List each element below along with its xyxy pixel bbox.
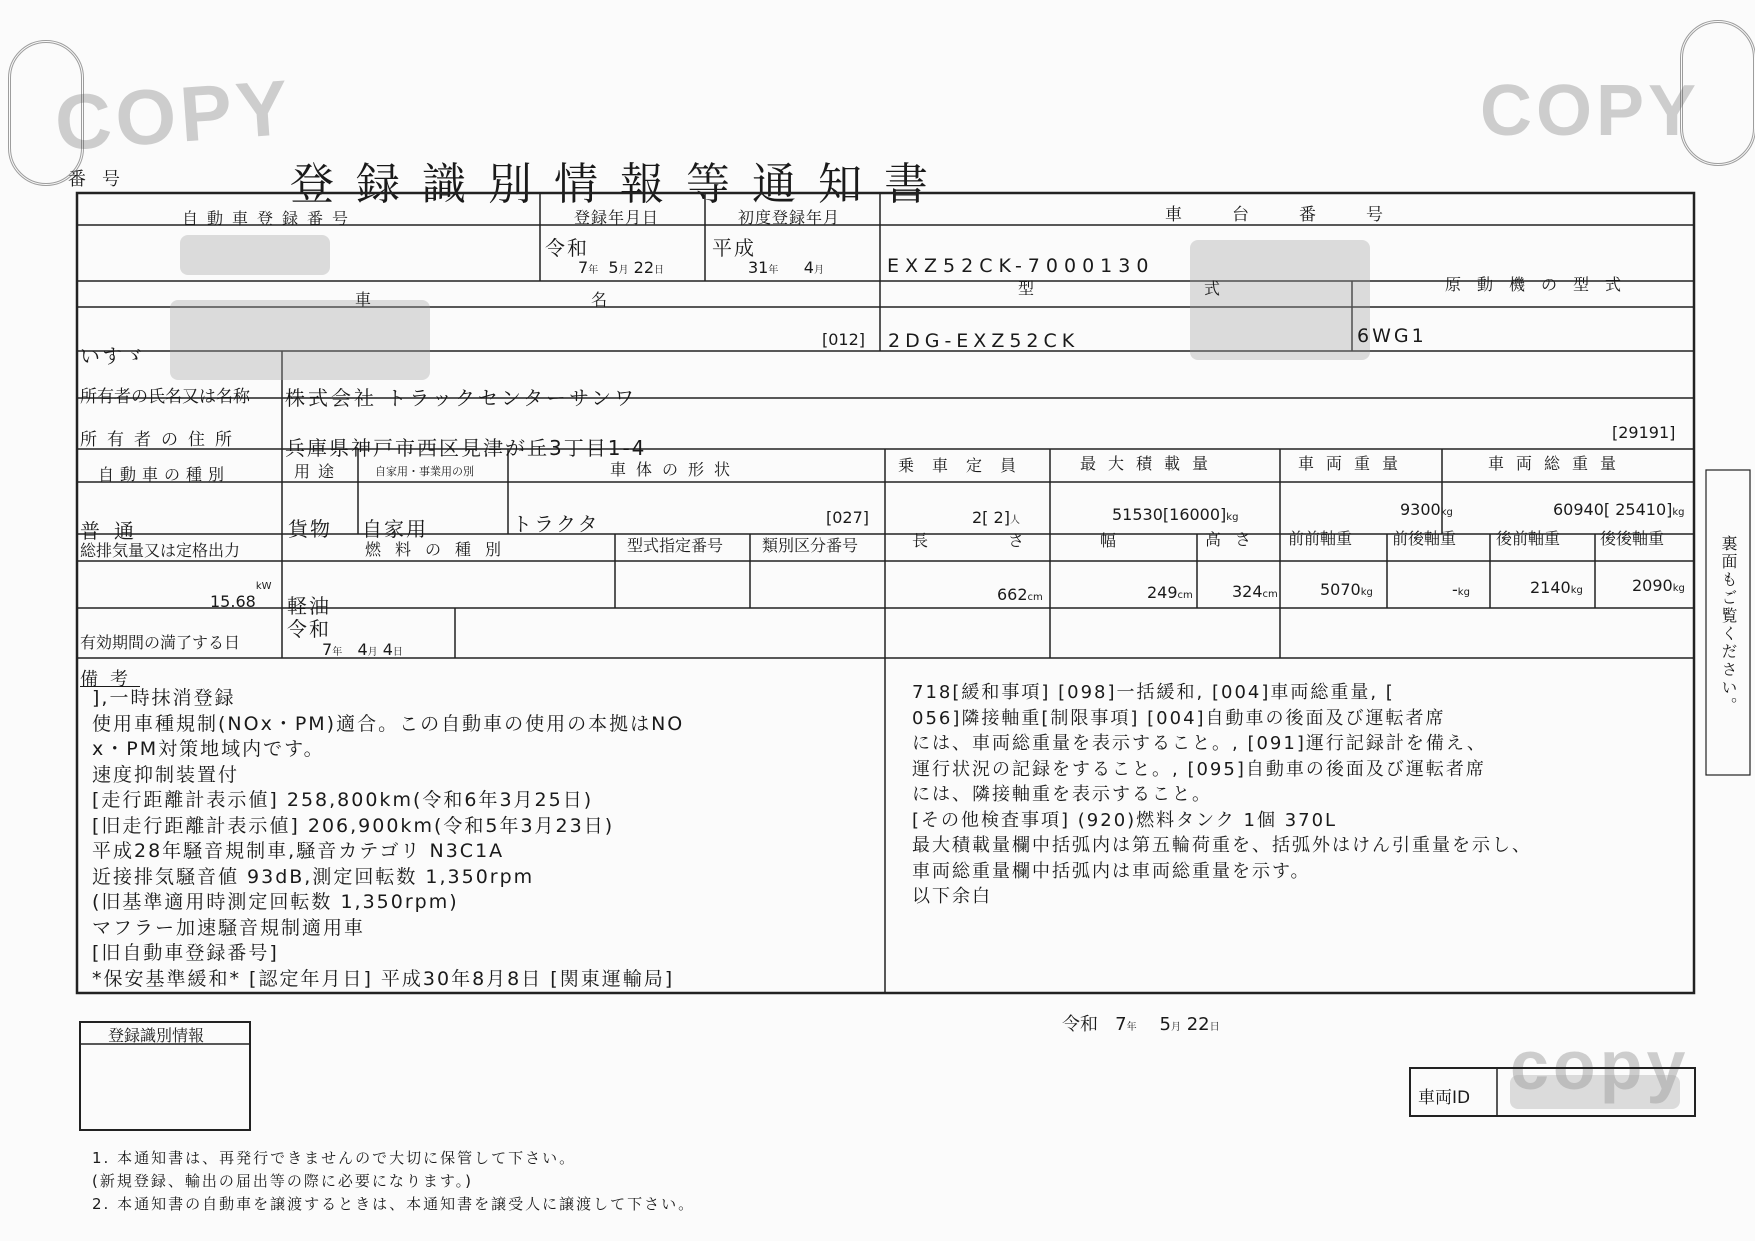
length-value: 662cm (997, 585, 1043, 604)
remarks-left (92, 686, 684, 992)
redacted-stamp-right (1190, 240, 1370, 360)
redacted-stamp (170, 300, 430, 380)
hdr-max-load: 最大積載量 (1080, 454, 1221, 473)
hdr-rr-axle: 後後軸重 (1600, 529, 1665, 548)
expiry-era: 令和 (287, 617, 331, 641)
hdr-owner-name: 所有者の氏名又は名称 (80, 387, 250, 407)
issue-date: 令和 7年 5月 22日 (1062, 1014, 1220, 1035)
car-name: いすゞ (80, 344, 146, 368)
remark-line: には、隣接軸重を表示すること。 (912, 784, 1212, 805)
width-value: 249cm (1147, 583, 1193, 602)
remark-line: [旧自動車登録番号] (92, 942, 279, 964)
gross-weight-value: 60940[ 25410]kg (1553, 500, 1685, 519)
hdr-rf-axle: 後前軸重 (1496, 529, 1561, 548)
remark-line: 以下余白 (912, 886, 992, 907)
owner-address: 兵庫県神戸市西区見津が丘3丁目1-4 (285, 436, 647, 460)
ff-axle-value: 5070kg (1320, 580, 1373, 599)
remark-line: 718[緩和事項] [098]一括緩和, [004]車両総重量, [ (912, 682, 1395, 703)
remark-line: 速度抑制装置付 (92, 763, 240, 786)
body-shape-code: [027] (826, 508, 870, 527)
hdr-reg-no: 自動車登録番号 (182, 209, 358, 228)
hdr-remarks: 備考 (80, 669, 140, 690)
remark-line: 運行状況の記録をすること。, [095]自動車の後面及び運転者席 (912, 758, 1486, 780)
hdr-engine: 原動機の型式 (1445, 275, 1638, 294)
owner-name: 株式会社 トラックセンターサンワ (285, 386, 638, 410)
displacement-value: $15.68^{kW}$ (210, 581, 272, 611)
remark-line: ],一時抹消登録 (92, 687, 236, 709)
remark-line: 使用車種規制(NOx・PM)適合。この自動車の使用の本拠はNO (92, 712, 685, 735)
first-reg-value: 31年 4月 (748, 258, 824, 277)
remark-line: x・PM対策地域内です。 (92, 738, 325, 760)
note-1-sub: (新規登録、輸出の届出等の際に必要になります。) (92, 1172, 474, 1190)
remarks-right (912, 680, 1532, 910)
hdr-reg-date: 登録年月日 (574, 208, 660, 227)
remark-line: 最大積載量欄中括弧内は第五輪荷重を、括弧外はけん引重量を示し、 (912, 835, 1532, 856)
remark-line: 車両総重量欄中括弧内は車両総重量を示す。 (912, 860, 1311, 882)
copy-watermark-bottom: copy (1510, 1026, 1690, 1104)
reg-date-era: 令和 (545, 236, 589, 260)
reg-info-label: 登録識別情報 (108, 1026, 205, 1045)
hdr-capacity: 乗車定員 (898, 456, 1035, 475)
hdr-ff-axle: 前前軸重 (1288, 529, 1353, 548)
note-1: 1. 本通知書は、再発行できませんので大切に保管して下さい。 (92, 1149, 577, 1167)
copy-watermark-right: COPY (1480, 71, 1701, 151)
height-value: 324cm (1232, 582, 1278, 601)
redacted-vehicle-id (1510, 1075, 1680, 1109)
side-note: 裏面もご覧ください。 (1719, 535, 1738, 715)
hdr-model: 型式 (1018, 279, 1391, 298)
hdr-owner-addr: 所有者の住所 (80, 430, 242, 450)
remark-line: (旧基準適用時測定回転数 1,350rpm) (92, 891, 459, 913)
vehicle-id-label: 車両ID (1418, 1088, 1471, 1108)
engine-model: 6WG1 (1357, 325, 1427, 347)
hdr-width: 幅 (1100, 531, 1121, 550)
hdr-length: 長さ (912, 531, 1105, 550)
first-reg-era: 平成 (712, 236, 756, 260)
hdr-chassis: 車台番号 (1165, 205, 1433, 225)
hdr-height: 高さ (1205, 530, 1266, 549)
hdr-name: 車名 (355, 290, 828, 309)
hdr-body-shape: 車体の形状 (610, 460, 741, 479)
hdr-displacement: 総排気量又は定格出力 (80, 541, 241, 560)
remark-line: [走行距離計表示値] 258,800km(令和6年3月25日) (92, 789, 594, 811)
rf-axle-value: 2140kg (1530, 578, 1583, 597)
weight-value: 9300kg (1400, 500, 1453, 519)
hdr-first-reg: 初度登録年月 (738, 208, 841, 227)
car-kind: 普通 (80, 519, 148, 543)
remark-line: *保安基準緩和* [認定年月日] 平成30年8月8日 [関東運輸局] (92, 967, 675, 990)
hdr-class-no: 類別区分番号 (762, 536, 859, 555)
remark-line: 056]隣接軸重[制限事項] [004]自動車の後面及び運転者席 (912, 707, 1446, 729)
expiry-date: 7年 4月 4日 (322, 640, 403, 659)
hdr-private-business: 自家用・事業用の別 (375, 465, 474, 478)
model-value: 2DG-EXZ52CK (888, 330, 1080, 352)
remark-line: [旧走行距離計表示値] 206,900km(令和5年3月23日) (92, 814, 615, 837)
chassis-number: EXZ52CK-7000130 (887, 255, 1155, 277)
copy-watermark-left: COPY (52, 62, 295, 168)
fuel-value: 軽油 (287, 594, 331, 618)
rr-axle-value: 2090kg (1632, 576, 1685, 595)
hdr-gross-weight: 車両総重量 (1488, 454, 1629, 473)
number-label: 番号 (68, 169, 136, 190)
fr-axle-value: -kg (1452, 580, 1470, 599)
remark-line: マフラー加速騒音規制適用車 (92, 916, 366, 939)
car-name-code: [012] (822, 330, 866, 349)
use-value: 貨物 (288, 517, 332, 541)
hdr-expiry: 有効期間の満了する日 (80, 633, 241, 652)
remark-line: 平成28年騒音規制車,騒音カテゴリ N3C1A (92, 840, 505, 862)
remark-line: 近接排気騒音値 93dB,測定回転数 1,350rpm (92, 865, 535, 888)
address-code: [29191] (1612, 423, 1676, 442)
max-load-value: 51530[16000]kg (1112, 505, 1239, 524)
hdr-type-approval: 型式指定番号 (627, 536, 724, 555)
capacity-value: 2[ 2]人 (972, 508, 1020, 527)
private-business-value: 自家用 (362, 517, 428, 541)
hdr-weight: 車両重量 (1298, 454, 1411, 473)
note-2: 2. 本通知書の自動車を譲渡するときは、本通知書を譲受人に譲渡して下さい。 (92, 1195, 696, 1213)
body-shape-value: トラクタ (512, 512, 600, 536)
hdr-use: 用途 (294, 462, 343, 481)
hdr-fuel: 燃料の種別 (365, 540, 516, 559)
reg-date-value: 7年 5月 22日 (578, 258, 664, 277)
redacted-reg-number (180, 235, 330, 275)
remark-line: [その他検査事項] (920)燃料タンク 1個 370L (912, 809, 1338, 831)
hdr-car-kind: 自動車の種別 (98, 465, 231, 484)
page-title: 登録識別情報等通知書 (290, 159, 950, 210)
hdr-fr-axle: 前後軸重 (1392, 529, 1457, 548)
remark-line: には、車両総重量を表示すること。, [091]運行記録計を備え、 (912, 733, 1487, 754)
